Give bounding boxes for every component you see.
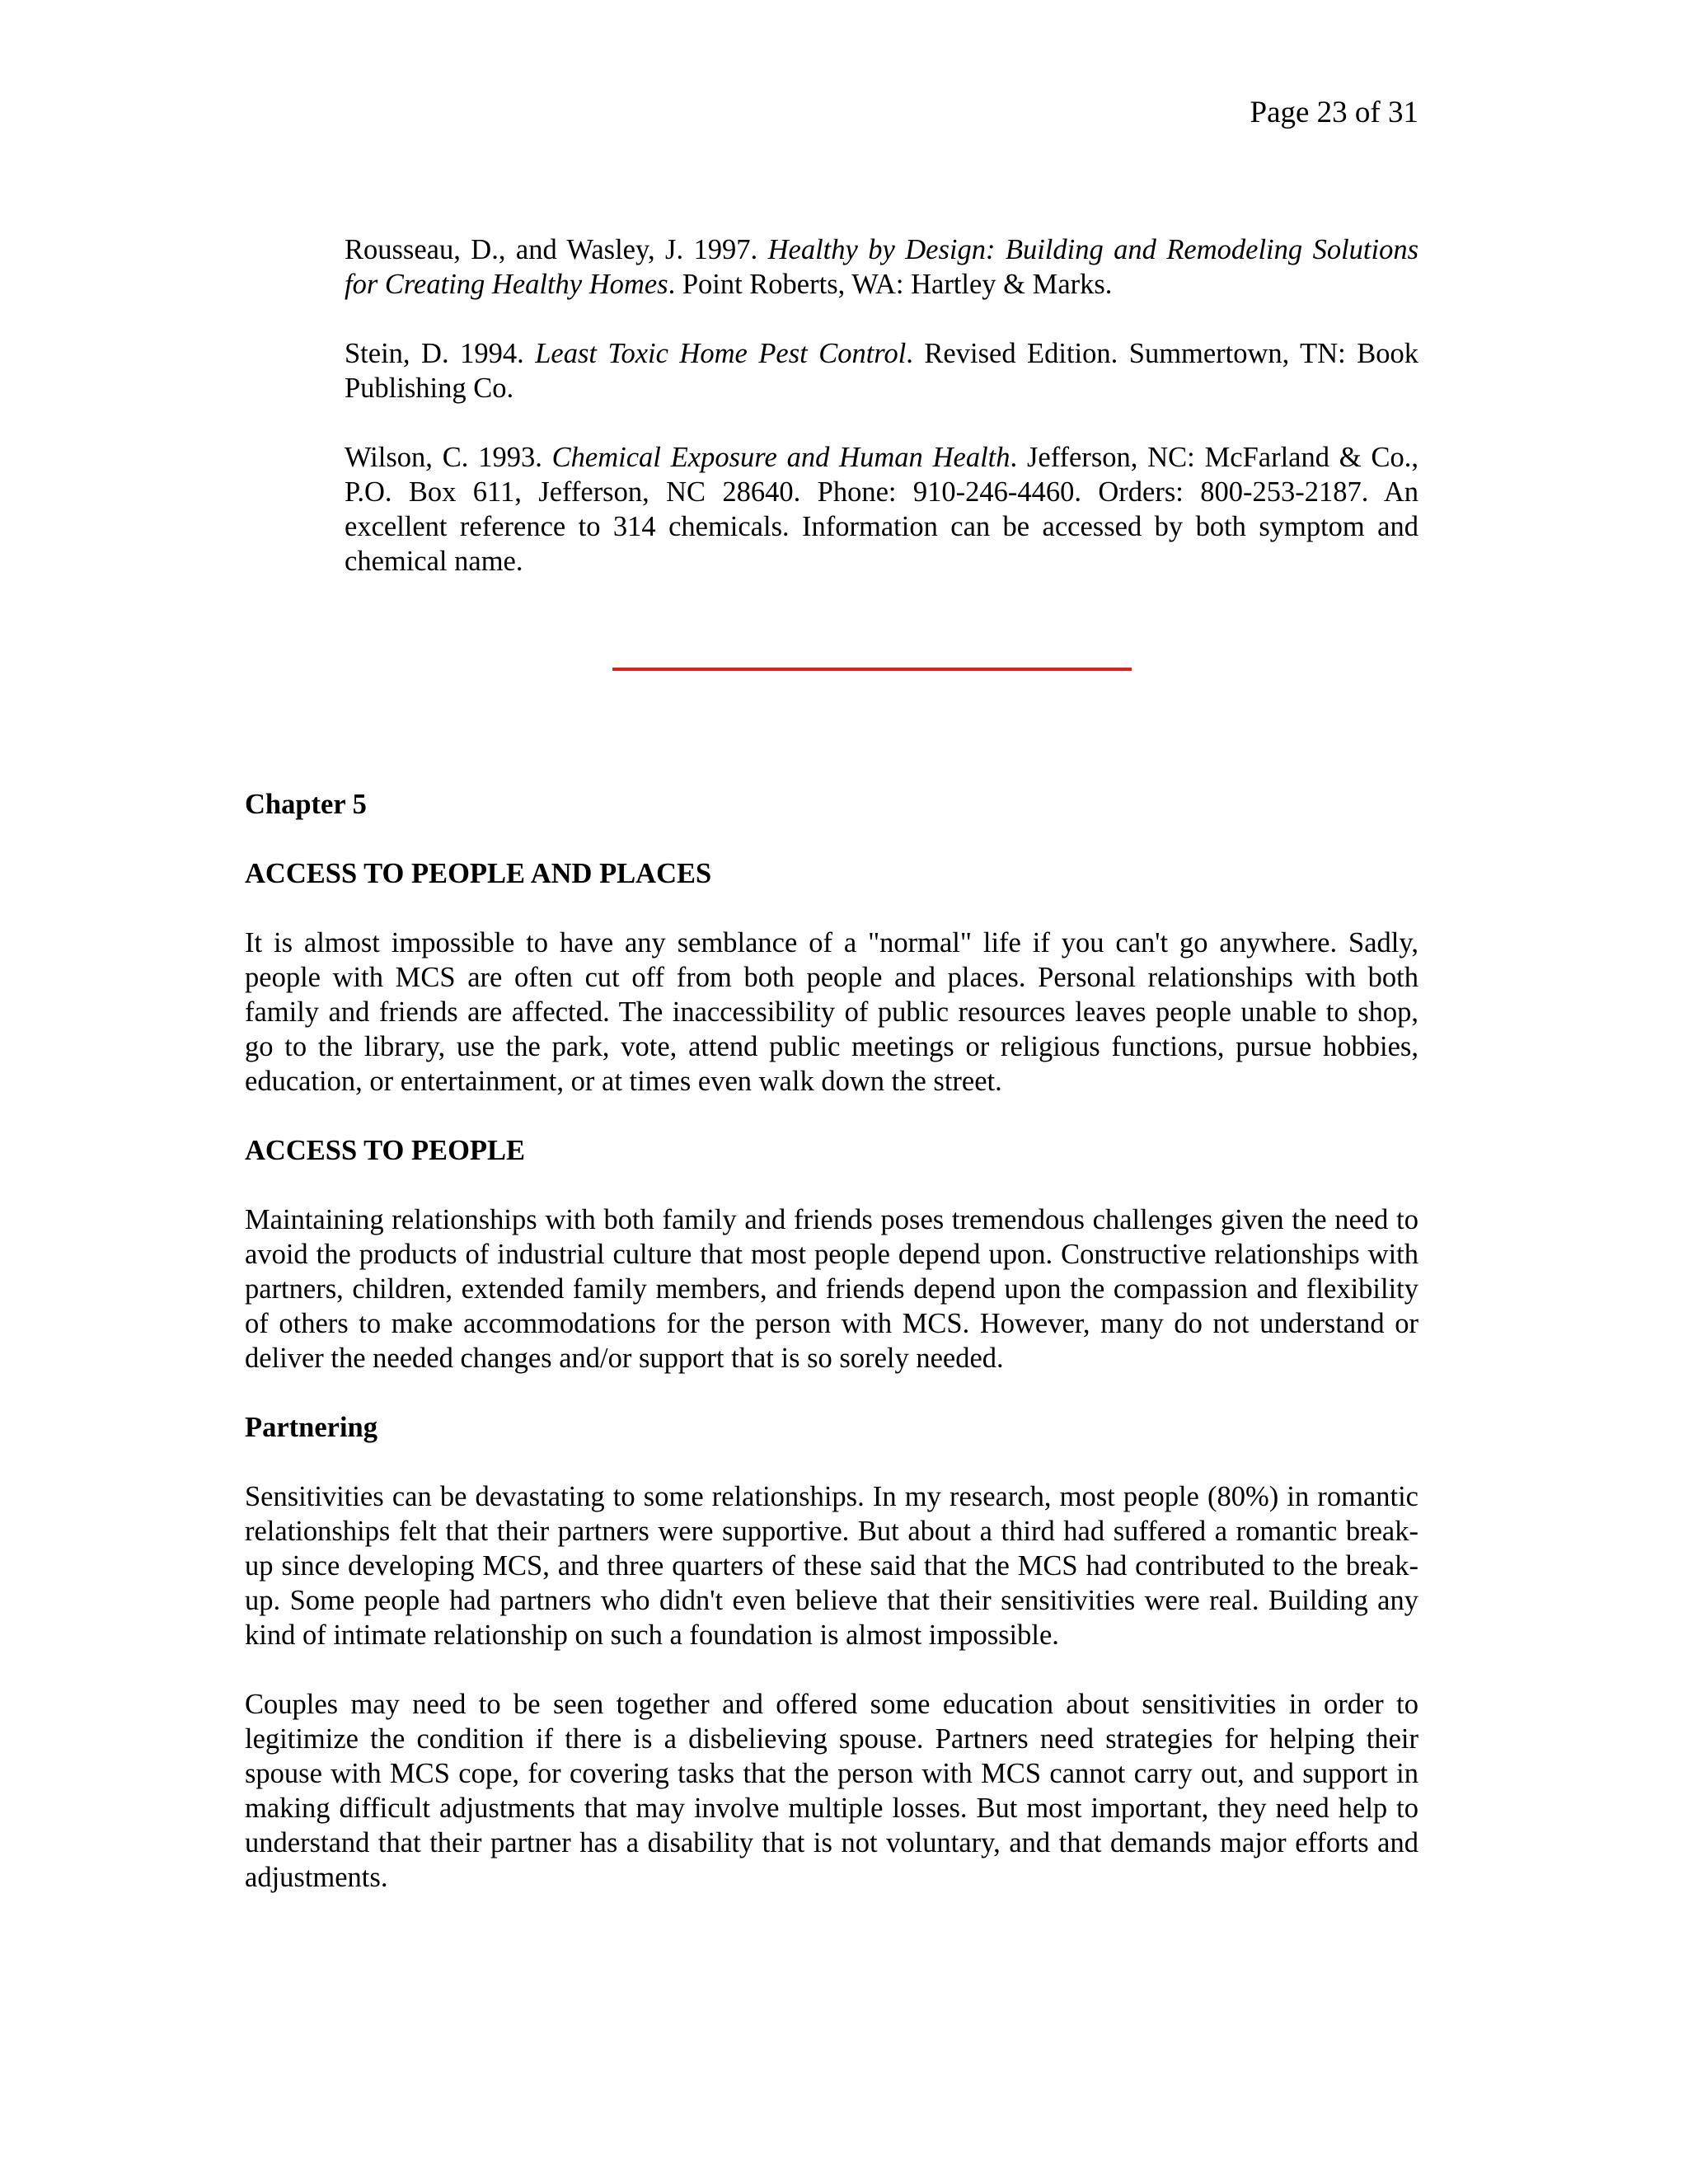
section-heading: ACCESS TO PEOPLE (245, 1135, 525, 1166)
intro-paragraph: It is almost impossible to have any semblance of a "normal" life if you can't go anywhere. Sadly, people with MCS are often cut off from both people and places. Personal relationships with both family and friends are affected. The inaccessibility of public resources leaves people unable to shop, go to the library, use the park, vote, attend public meetings or religious functions, pursue hobbies, education, or entertainment, or at times even walk down the street. (245, 927, 1418, 1097)
reference-title: Chemical Exposure and Human Health (551, 442, 1010, 473)
reference-entry (345, 336, 1418, 405)
section-divider (612, 668, 1132, 671)
reference-publisher: . Point Roberts, WA: Hartley & Marks. (668, 269, 1113, 300)
reference-publisher: . Jefferson, NC: McFarland & Co., P.O. Box 611, Jefferson, NC 28640. Phone: 910-246-4460. Orders: 800-253-2187. An excellent reference to 314 chemicals. Information can be accessed by both symptom and chemical name. (345, 442, 1418, 577)
reference-title: Healthy by Design: Building and Remodeling Solutions for Creating Healthy Homes (345, 234, 1419, 300)
subsection-heading: Partnering (245, 1412, 377, 1443)
subsection-paragraph: Couples may need to be seen together and offered some education about sensitivities in order to legitimize the condition if there is a disbelieving spouse. Partners need strategies for helping their spouse with MCS cope, for covering tasks that the person with MCS cannot carry out, and support in making difficult adjustments that may involve multiple losses. But most important, they need help to understand that their partner has a disability that is not voluntary, and that demands major efforts and adjustments. (245, 1689, 1418, 1893)
section-paragraph: Maintaining relationships with both family and friends poses tremendous challenges given the need to avoid the products of industrial culture that most people depend upon. Constructive relationships with partners, children, extended family members, and friends depend upon the compassion and flexibility of others to make accommodations for the person with MCS. However, many do not understand or deliver the needed changes and/or support that is so sorely needed. (245, 1204, 1418, 1374)
reference-title: Least Toxic Home Pest Control (535, 338, 907, 369)
reference-author-year: Wilson, C. 1993. (345, 442, 552, 473)
subsection-paragraph: Sensitivities can be devastating to some relationships. In my research, most people (80%) in romantic relationships felt that their partners were supportive. But about a third had suffered a romantic break-up since developing MCS, and three quarters of these said that the MCS had contributed to the break-up. Some people had partners who didn't even believe that their sensitivities were real. Building any kind of intimate relationship on such a foundation is almost impossible. (245, 1481, 1418, 1651)
chapter-content (245, 787, 1418, 1929)
reference-entry (345, 232, 1418, 302)
page-number: Page 23 of 31 (1250, 96, 1418, 129)
references-list (345, 232, 1418, 613)
reference-author-year: Stein, D. 1994. (345, 338, 536, 369)
reference-entry (345, 440, 1418, 579)
reference-author-year: Rousseau, D., and Wasley, J. 1997. (345, 234, 768, 265)
chapter-title: ACCESS TO PEOPLE AND PLACES (245, 858, 712, 889)
chapter-label: Chapter 5 (245, 789, 367, 820)
reference-publisher: . Revised Edition. Summertown, TN: Book Publishing Co. (345, 338, 1418, 404)
